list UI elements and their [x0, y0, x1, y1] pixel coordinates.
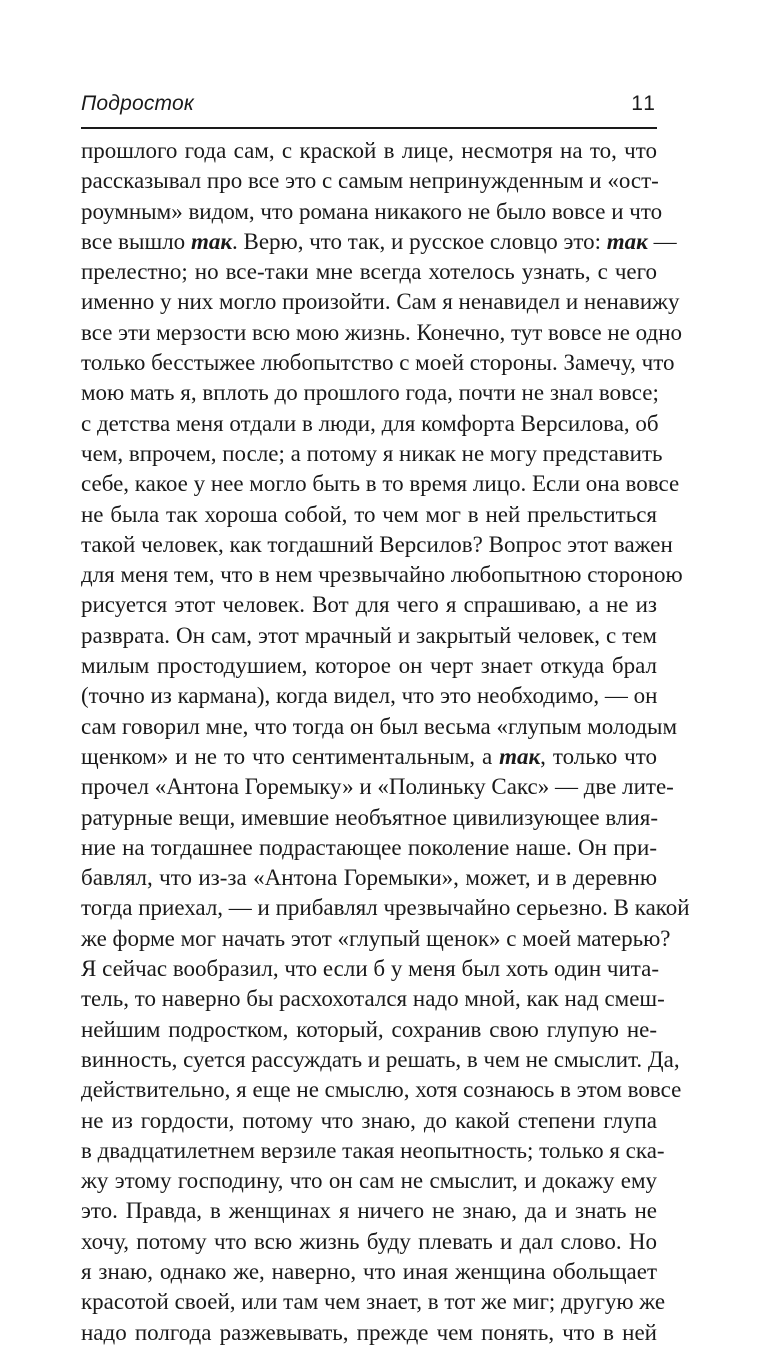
- text-segment: ратурные вещи, имевшие необъятное цивилизующее влия-: [81, 804, 658, 830]
- text-line: [81, 924, 671, 954]
- text-line: [81, 318, 683, 348]
- text-segment: прочел «Антона Горемыку» и «Полиньку Сакс» — две лите-: [81, 774, 674, 800]
- text-segment: для меня тем, что в нем чрезвычайно любопытною стороною: [81, 562, 683, 588]
- text-line: [81, 651, 657, 681]
- text-line: [81, 1015, 657, 1045]
- text-segment: прелестно; но все-таки мне всегда хотелось узнать, с чего: [81, 259, 657, 285]
- emphasized-word: так: [499, 743, 541, 769]
- text-segment: ние на тогдашнее подрастающее поколение наше. Он при-: [81, 834, 657, 860]
- text-segment: не из гордости, потому что знаю, до какой степени глупа: [81, 1107, 657, 1133]
- text-line: [81, 409, 657, 439]
- text-segment: прошлого года сам, с краской в лице, несмотря на то, что: [81, 138, 657, 163]
- emphasized-word: так: [190, 228, 232, 254]
- text-segment: рассказывал про все это с самым непринужденным и «ост-: [81, 168, 659, 194]
- text-line: [81, 1136, 665, 1166]
- text-line: [81, 1318, 657, 1348]
- text-segment: чем, впрочем, после; а потому я никак не могу представить: [81, 440, 663, 466]
- text-segment: нейшим подростком, который, сохранив свою глупую не-: [81, 1016, 657, 1042]
- text-line: [81, 439, 663, 469]
- text-line: [81, 530, 673, 560]
- text-line: [81, 1045, 680, 1075]
- text-line: [81, 833, 657, 863]
- emphasized-word: так: [606, 228, 648, 254]
- text-line: [81, 166, 657, 196]
- text-line: [81, 197, 663, 227]
- text-line: [81, 469, 680, 499]
- text-line: [81, 1075, 682, 1105]
- text-line: [81, 681, 657, 711]
- text-segment: щенком» и не то что сентиментальным, а: [81, 743, 500, 769]
- text-line: [81, 348, 675, 378]
- text-segment: все вышло: [81, 228, 191, 254]
- text-segment: винность, суется рассуждать и решать, в чем не смыслит. Да,: [81, 1046, 680, 1072]
- text-line: [81, 590, 657, 620]
- running-title: Подросток: [81, 92, 195, 115]
- text-line: [81, 1166, 657, 1196]
- text-segment: хочу, потому что всю жизнь буду плевать и дал слово. Но: [81, 1228, 657, 1254]
- text-line: [81, 984, 665, 1014]
- text-segment: бавлял, что из-за «Антона Горемыки», может, и в деревню: [81, 865, 657, 891]
- text-line: [81, 772, 674, 802]
- text-line: [81, 742, 657, 772]
- text-line: [81, 803, 657, 833]
- text-line: [81, 893, 690, 923]
- text-line: [81, 1257, 657, 1287]
- text-segment: все эти мерзости всю мою жизнь. Конечно, тут вовсе не одно: [81, 319, 683, 345]
- text-segment: мою мать я, вплоть до прошлого года, почти не знал вовсе;: [81, 380, 659, 406]
- text-segment: в двадцатилетнем верзиле такая неопытность; только я ска-: [81, 1137, 665, 1163]
- text-line: [81, 1196, 657, 1226]
- text-segment: же форме мог начать этот «глупый щенок» с моей матерью?: [81, 925, 671, 951]
- text-segment: тель, то наверно бы расхохотался надо мной, как над смеш-: [81, 986, 665, 1012]
- text-segment: тогда приехал, — и прибавлял чрезвычайно серьезно. В какой: [81, 895, 690, 921]
- text-segment: жу этому господину, что он сам не смыслит, и докажу ему: [81, 1168, 657, 1194]
- text-segment: роумным» видом, что романа никакого не было вовсе и что: [81, 198, 663, 224]
- text-line: [81, 1227, 657, 1257]
- text-segment: сам говорил мне, что тогда он был весьма «глупым молодым: [81, 713, 678, 739]
- text-line: [81, 863, 657, 893]
- text-segment: только бесстыжее любопытство с моей стороны. Замечу, что: [81, 350, 675, 376]
- text-segment: себе, какое у нее могло быть в то время лицо. Если она вовсе: [81, 471, 680, 497]
- text-segment: надо полгода разжевывать, прежде чем понять, что в ней: [81, 1319, 657, 1345]
- text-segment: . Верю, что так, и русское словцо это:: [232, 228, 607, 254]
- text-line: [81, 621, 657, 651]
- text-line: [81, 954, 657, 984]
- text-line: [81, 1106, 657, 1136]
- text-segment: с детства меня отдали в люди, для комфорта Версилова, об: [81, 410, 659, 436]
- text-line: [81, 227, 677, 257]
- text-line: [81, 500, 657, 530]
- text-line: [81, 560, 683, 590]
- text-line: [81, 378, 657, 408]
- text-segment: Я сейчас вообразил, что если б у меня был хоть один чита-: [81, 956, 659, 982]
- text-line: [81, 712, 678, 742]
- page-number: 11: [631, 92, 657, 115]
- text-line: [81, 136, 657, 166]
- text-line: [81, 287, 680, 317]
- header-rule: [81, 127, 657, 129]
- text-segment: именно у них могло произойти. Сам я ненавидел и ненавижу: [81, 289, 680, 315]
- text-segment: красотой своей, или там чем знает, в тот же миг; другую же: [81, 1289, 666, 1315]
- text-segment: это. Правда, в женщинах я ничего не знаю, да и знать не: [81, 1198, 657, 1224]
- text-segment: не была так хороша собой, то чем мог в ней прельститься: [81, 501, 657, 527]
- text-segment: разврата. Он сам, этот мрачный и закрытый человек, с тем: [81, 622, 657, 648]
- text-line: [81, 257, 657, 287]
- body-text: [81, 136, 690, 1348]
- text-segment: (точно из кармана), когда видел, что это необходимо, — он: [81, 683, 658, 709]
- text-segment: —: [647, 228, 677, 254]
- text-segment: , только что: [540, 743, 657, 769]
- text-segment: милым простодушием, которое он черт знает откуда брал: [81, 653, 657, 679]
- text-segment: я знаю, однако же, наверно, что иная женщина обольщает: [81, 1258, 657, 1284]
- page-header: [81, 88, 657, 124]
- text-segment: рисуется этот человек. Вот для чего я спрашиваю, а не из: [81, 592, 657, 618]
- text-segment: действительно, я еще не смыслю, хотя сознаюсь в этом вовсе: [81, 1077, 682, 1103]
- text-segment: такой человек, как тогдашний Версилов? Вопрос этот важен: [81, 531, 673, 557]
- text-line: [81, 1287, 666, 1317]
